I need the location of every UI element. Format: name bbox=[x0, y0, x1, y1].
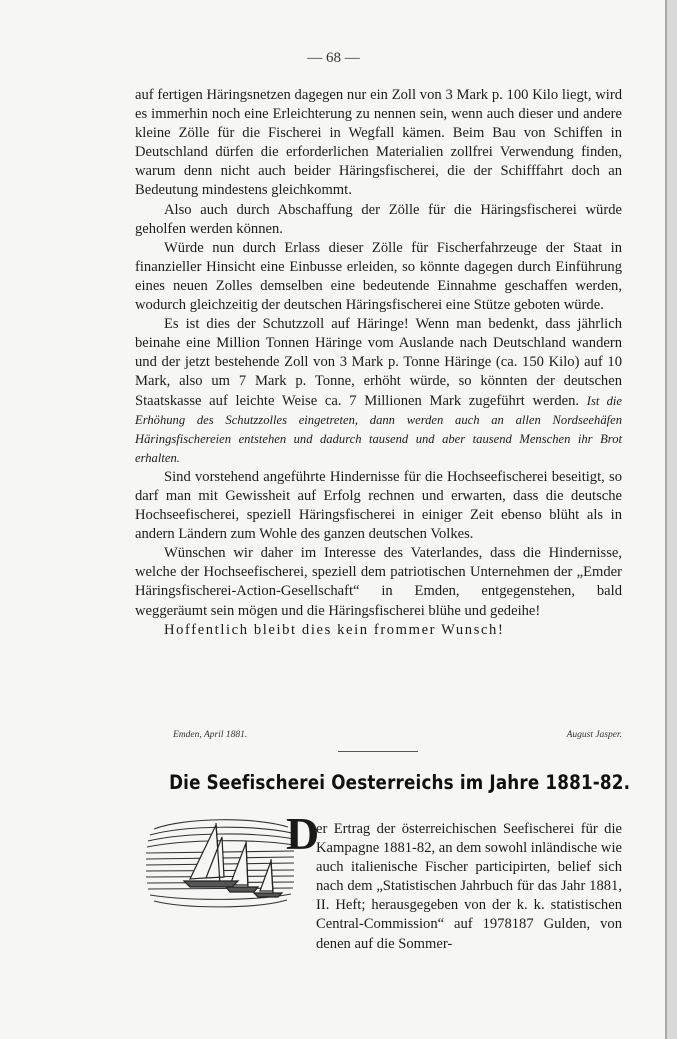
signature-row bbox=[173, 730, 622, 740]
paragraph-1: auf fertigen Häringsnetzen dagegen nur ein Zoll von 3 Mark p. 100 Kilo liegt, wird es immerhin noch eine Erleichterung zu nennen sein, wenn auch dieser und andere kleine Zölle für die Fischerei in Wegfall kämen. Beim Bau von Schiffen in Deutschland dürfen die erforderlichen Materialien zollfrei Verwendung finden, warum denn nicht auch beider Häringsfischerei, die der Schifffahrt doch an Bedeutung mindestens gleichkommt. bbox=[135, 87, 622, 199]
paragraph-6: Wünschen wir daher im Interesse des Vaterlandes, dass die Hindernisse, welche der Hochseefischerei, speziell dem patriotischen Unternehmen der „Emder Häringsfischerei-Action-Gesellschaft“ in Emden, entgegenstehen, bald weggeräumt sein mögen und die Häringsfischerei blühe und gedeihe! bbox=[135, 545, 622, 619]
page-number: — 68 — bbox=[307, 50, 360, 66]
paragraph-4 bbox=[135, 315, 622, 468]
signature-author: August Jasper. bbox=[566, 730, 622, 740]
closing-line: Hoffentlich bleibt dies kein frommer Wunsch! bbox=[164, 621, 505, 638]
section-heading: Die Seefischerei Oesterreichs im Jahre 1881-82. bbox=[169, 771, 631, 794]
sailing-ships-illustration bbox=[146, 815, 294, 913]
drop-cap: D bbox=[286, 808, 320, 859]
paragraph-4-text: Es ist dies der Schutzzoll auf Häringe! Wenn man bedenkt, dass jährlich beinahe eine Million Tonnen Häringe vom Auslande nach Deutschland wandern und der jetzt bestehende Zoll von 3 Mark p. Tonne Häringe (ca. 150 Kilo) auf 10 Mark, also um 7 Mark p. Tonne, erhöht würde, so könnten der deutschen Staatskasse auf leichte Weise ca. 7 Millionen Mark zugeführt werden. bbox=[135, 316, 622, 409]
signature-place-date: Emden, April 1881. bbox=[173, 730, 248, 740]
section-divider bbox=[338, 751, 418, 752]
section-paragraph: er Ertrag der österreichischen Seefischerei für die Kampagne 1881-82, an dem sowohl inländische wie auch italienische Fischer participirten, belief sich nach dem „Statistischen Jahrbuch für das Jahr 1881, II. Heft; herausgegeben von der k. k. statistischen Central-Commission“ auf 1978187 Gulden, von denen auf die Sommer- bbox=[316, 821, 622, 952]
paragraph-5: Sind vorstehend angeführte Hindernisse für die Hochseefischerei beseitigt, so darf man mit Gewissheit auf Erfolg rechnen und erwarten, dass die deutsche Hochseefischerei, speziell Häringsfischerei in einiger Zeit ebenso blüht als in andern Ländern zum Wohle des ganzen deutschen Volkes. bbox=[135, 468, 622, 543]
article-body bbox=[135, 86, 622, 640]
paragraph-3: Würde nun durch Erlass dieser Zölle für Fischerfahrzeuge der Staat in finanzieller Hinsicht eine Einbusse erleiden, so könnte dagegen durch Einführung eines neuen Zolles demselben eine bedeutende Einnahme geschaffen werden, wodurch gleichzeitig der deutschen Häringsfischerei eine Stütze geboten würde. bbox=[135, 239, 622, 314]
italic-emphasis-sentence: Ist die Erhöhung des Schutzzolles eingetreten, dann werden auch an allen Nordseehäfen Häringsfischereien entstehen und dadurch tausend und aber tausend Menschen ihr Brot erhalten. bbox=[135, 393, 622, 465]
paragraph-2: Also auch durch Abschaffung der Zölle für die Häringsfischerei würde geholfen werden können. bbox=[135, 201, 622, 237]
